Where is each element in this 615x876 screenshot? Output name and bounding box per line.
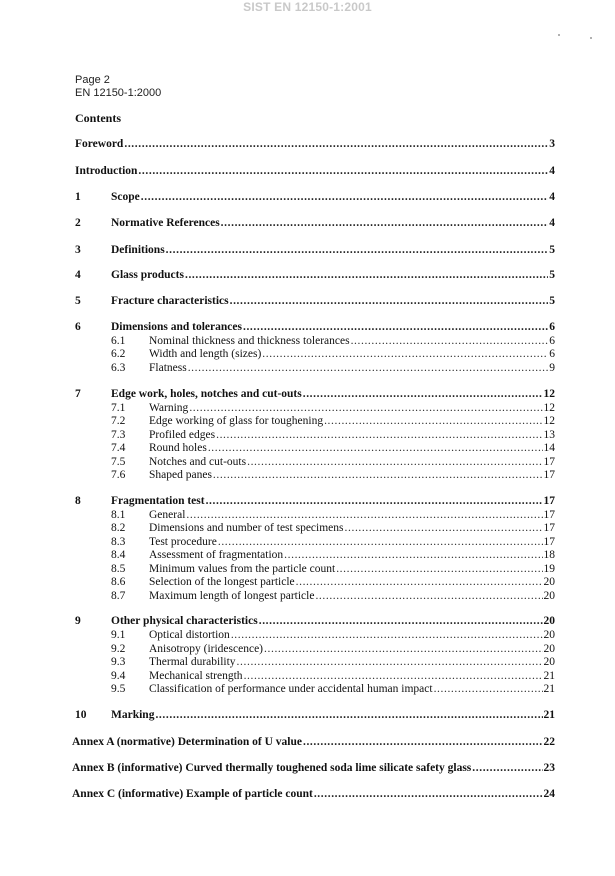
toc-page-number: 22 <box>543 736 555 748</box>
toc-leader-dots <box>345 522 543 534</box>
toc-leader-dots <box>264 643 542 655</box>
toc-title: Classification of performance under accidental human impact <box>149 683 433 695</box>
toc-leader-dots <box>221 217 549 229</box>
toc-leader-dots <box>336 563 542 575</box>
toc-number: 9.5 <box>111 683 126 695</box>
toc-annex-entry[interactable] <box>72 788 555 800</box>
toc-entry[interactable] <box>75 388 555 400</box>
watermark: SIST EN 12150-1:2001 <box>243 0 372 14</box>
toc-page-number: 12 <box>543 402 555 414</box>
contents-title: Contents <box>75 111 122 125</box>
toc-number: 8.6 <box>111 576 126 588</box>
toc-title: Selection of the longest particle <box>149 576 295 588</box>
toc-number: 9 <box>75 615 81 627</box>
toc-subentry[interactable] <box>111 442 555 454</box>
toc-leader-dots <box>244 670 543 682</box>
toc-leader-dots <box>206 495 543 507</box>
toc-title: General <box>149 509 186 521</box>
toc-title: Marking <box>111 709 155 721</box>
toc-number: 6.1 <box>111 335 126 347</box>
toc-title: Dimensions and number of test specimens <box>149 522 344 534</box>
toc-page-number: 17 <box>543 522 555 534</box>
toc-leader-dots <box>188 362 549 374</box>
toc-entry[interactable] <box>75 495 555 507</box>
toc-number: 9.1 <box>111 629 126 641</box>
toc-page-number: 4 <box>549 165 555 177</box>
toc-annex-entry[interactable] <box>72 736 555 748</box>
toc-number: 8.5 <box>111 563 126 575</box>
toc-leader-dots <box>303 388 543 400</box>
toc-title: Edge work, holes, notches and cut-outs <box>111 388 302 400</box>
toc-leader-dots <box>237 656 543 668</box>
toc-title: Profiled edges <box>149 429 216 441</box>
toc-page-number: 20 <box>543 576 555 588</box>
toc-annex-entry[interactable] <box>72 762 555 774</box>
toc-entry[interactable] <box>75 217 555 229</box>
toc-title: Nominal thickness and thickness tolerances <box>149 335 350 347</box>
toc-leader-dots <box>124 138 548 150</box>
toc-subentry[interactable] <box>111 469 555 481</box>
toc-leader-dots <box>315 590 542 602</box>
toc-subentry[interactable] <box>111 643 555 655</box>
toc-title: Shaped panes <box>149 469 212 481</box>
toc-leader-dots <box>166 244 549 256</box>
toc-subentry[interactable] <box>111 335 555 347</box>
toc-title: Maximum length of longest particle <box>149 590 315 602</box>
toc-title: Foreword <box>75 138 124 150</box>
page-number: Page 2 <box>75 74 110 86</box>
toc-leader-dots <box>216 429 542 441</box>
toc-entry[interactable] <box>75 244 555 256</box>
toc-page-number: 17 <box>543 536 555 548</box>
toc-subentry[interactable] <box>111 670 555 682</box>
toc-number: 3 <box>75 244 81 256</box>
toc-subentry[interactable] <box>111 576 555 588</box>
toc-subentry[interactable] <box>111 402 555 414</box>
toc-title: Anisotropy (iridescence) <box>149 643 264 655</box>
toc-leader-dots <box>259 615 543 627</box>
toc-leader-dots <box>472 762 542 774</box>
toc-subentry[interactable] <box>111 536 555 548</box>
toc-title: Dimensions and tolerances <box>111 321 242 333</box>
toc-number: 6 <box>75 321 81 333</box>
toc-entry[interactable] <box>75 615 555 627</box>
toc-leader-dots <box>247 456 542 468</box>
toc-number: 7.4 <box>111 442 126 454</box>
toc-number: 7.2 <box>111 415 126 427</box>
toc-subentry[interactable] <box>111 522 555 534</box>
toc-page-number: 3 <box>549 138 555 150</box>
toc-leader-dots <box>284 549 542 561</box>
toc-page-number: 17 <box>543 495 555 507</box>
toc-number: 2 <box>75 217 81 229</box>
toc-title: Optical distortion <box>149 629 230 641</box>
toc-title: Glass products <box>111 269 184 281</box>
toc-page-number: 17 <box>543 469 555 481</box>
toc-leader-dots <box>231 629 543 641</box>
toc-page-number: 17 <box>543 509 555 521</box>
toc-page-number: 12 <box>543 415 555 427</box>
toc-leader-dots <box>303 736 543 748</box>
toc-number: 8.7 <box>111 590 126 602</box>
toc-leader-dots <box>262 348 548 360</box>
scan-speck <box>558 34 560 36</box>
toc-entry[interactable] <box>75 138 555 150</box>
toc-number: 5 <box>75 295 81 307</box>
toc-page-number: 21 <box>543 709 555 721</box>
toc-title: Fragmentation test <box>111 495 205 507</box>
toc-leader-dots <box>155 709 542 721</box>
toc-title: Annex A (normative) Determination of U value <box>72 736 302 748</box>
toc-leader-dots <box>351 335 549 347</box>
toc-entry[interactable] <box>75 709 555 721</box>
toc-number: 6.3 <box>111 362 126 374</box>
toc-subentry[interactable] <box>111 629 555 641</box>
toc-page-number: 21 <box>543 683 555 695</box>
toc-subentry[interactable] <box>111 429 555 441</box>
toc-title: Introduction <box>75 165 138 177</box>
toc-page-number: 5 <box>549 295 555 307</box>
toc-subentry[interactable] <box>111 456 555 468</box>
toc-title: Minimum values from the particle count <box>149 563 336 575</box>
toc-page-number: 18 <box>543 549 555 561</box>
toc-page-number: 23 <box>543 762 555 774</box>
toc-page-number: 14 <box>543 442 555 454</box>
toc-leader-dots <box>218 536 543 548</box>
toc-page-number: 6 <box>549 348 555 360</box>
toc-page-number: 20 <box>543 590 555 602</box>
toc-number: 1 <box>75 191 81 203</box>
toc-title: Width and length (sizes) <box>149 348 262 360</box>
toc-number: 9.2 <box>111 643 126 655</box>
toc-leader-dots <box>296 576 543 588</box>
toc-number: 10 <box>75 709 87 721</box>
toc-leader-dots <box>208 442 543 454</box>
toc-number: 9.3 <box>111 656 126 668</box>
toc-leader-dots <box>230 295 549 307</box>
toc-page-number: 6 <box>549 335 555 347</box>
toc-subentry[interactable] <box>111 590 555 602</box>
toc-page-number: 20 <box>543 656 555 668</box>
toc-number: 7.1 <box>111 402 126 414</box>
document-id: EN 12150-1:2000 <box>75 87 162 99</box>
toc-entry[interactable] <box>75 321 555 333</box>
toc-number: 8.3 <box>111 536 126 548</box>
toc-subentry[interactable] <box>111 348 555 360</box>
toc-title: Warning <box>149 402 189 414</box>
toc-number: 7.5 <box>111 456 126 468</box>
toc-page-number: 5 <box>549 269 555 281</box>
toc-title: Mechanical strength <box>149 670 243 682</box>
toc-leader-dots <box>243 321 548 333</box>
toc-subentry[interactable] <box>111 549 555 561</box>
toc-leader-dots <box>189 402 542 414</box>
toc-title: Flatness <box>149 362 187 374</box>
toc-page-number: 13 <box>543 429 555 441</box>
toc-number: 8.2 <box>111 522 126 534</box>
toc-number: 7 <box>75 388 81 400</box>
toc-page-number: 19 <box>543 563 555 575</box>
toc-leader-dots <box>213 469 543 481</box>
toc-number: 7.6 <box>111 469 126 481</box>
toc-page-number: 6 <box>549 321 555 333</box>
toc-title: Thermal durability <box>149 656 236 668</box>
toc-entry[interactable] <box>75 191 555 203</box>
toc-entry[interactable] <box>75 165 555 177</box>
toc-subentry[interactable] <box>111 415 555 427</box>
toc-title: Normative References <box>111 217 220 229</box>
toc-page-number: 21 <box>543 670 555 682</box>
toc-entry[interactable] <box>75 295 555 307</box>
toc-title: Definitions <box>111 244 165 256</box>
toc-subentry[interactable] <box>111 656 555 668</box>
toc-number: 4 <box>75 269 81 281</box>
toc-page-number: 17 <box>543 456 555 468</box>
toc-title: Other physical characteristics <box>111 615 258 627</box>
toc-page-number: 4 <box>549 191 555 203</box>
toc-page-number: 24 <box>543 788 555 800</box>
toc-number: 9.4 <box>111 670 126 682</box>
toc-page-number: 9 <box>549 362 555 374</box>
toc-page-number: 12 <box>543 388 555 400</box>
toc-page-number: 4 <box>549 217 555 229</box>
toc-leader-dots <box>324 415 542 427</box>
toc-subentry[interactable] <box>111 563 555 575</box>
toc-entry[interactable] <box>75 269 555 281</box>
toc-subentry[interactable] <box>111 509 555 521</box>
toc-leader-dots <box>186 509 542 521</box>
toc-subentry[interactable] <box>111 683 555 695</box>
toc-page-number: 20 <box>543 629 555 641</box>
toc-page-number: 20 <box>543 643 555 655</box>
toc-number: 8.1 <box>111 509 126 521</box>
toc-title: Annex C (informative) Example of particle count <box>72 788 313 800</box>
toc-number: 8 <box>75 495 81 507</box>
toc-title: Edge working of glass for toughening <box>149 415 324 427</box>
toc-title: Scope <box>111 191 140 203</box>
toc-leader-dots <box>314 788 543 800</box>
toc-title: Fracture characteristics <box>111 295 229 307</box>
toc-subentry[interactable] <box>111 362 555 374</box>
toc-page-number: 20 <box>543 615 555 627</box>
toc-number: 6.2 <box>111 348 126 360</box>
toc-number: 8.4 <box>111 549 126 561</box>
toc-title: Notches and cut-outs <box>149 456 247 468</box>
toc-title: Test procedure <box>149 536 217 548</box>
toc-leader-dots <box>141 191 549 203</box>
toc-title: Round holes <box>149 442 207 454</box>
toc-title: Annex B (informative) Curved thermally toughened soda lime silicate safety glass <box>72 762 472 774</box>
toc-title: Assessment of fragmentation <box>149 549 284 561</box>
scan-speck <box>590 37 592 39</box>
toc-leader-dots <box>434 683 543 695</box>
toc-number: 7.3 <box>111 429 126 441</box>
toc-leader-dots <box>138 165 548 177</box>
toc-page-number: 5 <box>549 244 555 256</box>
toc-leader-dots <box>185 269 548 281</box>
